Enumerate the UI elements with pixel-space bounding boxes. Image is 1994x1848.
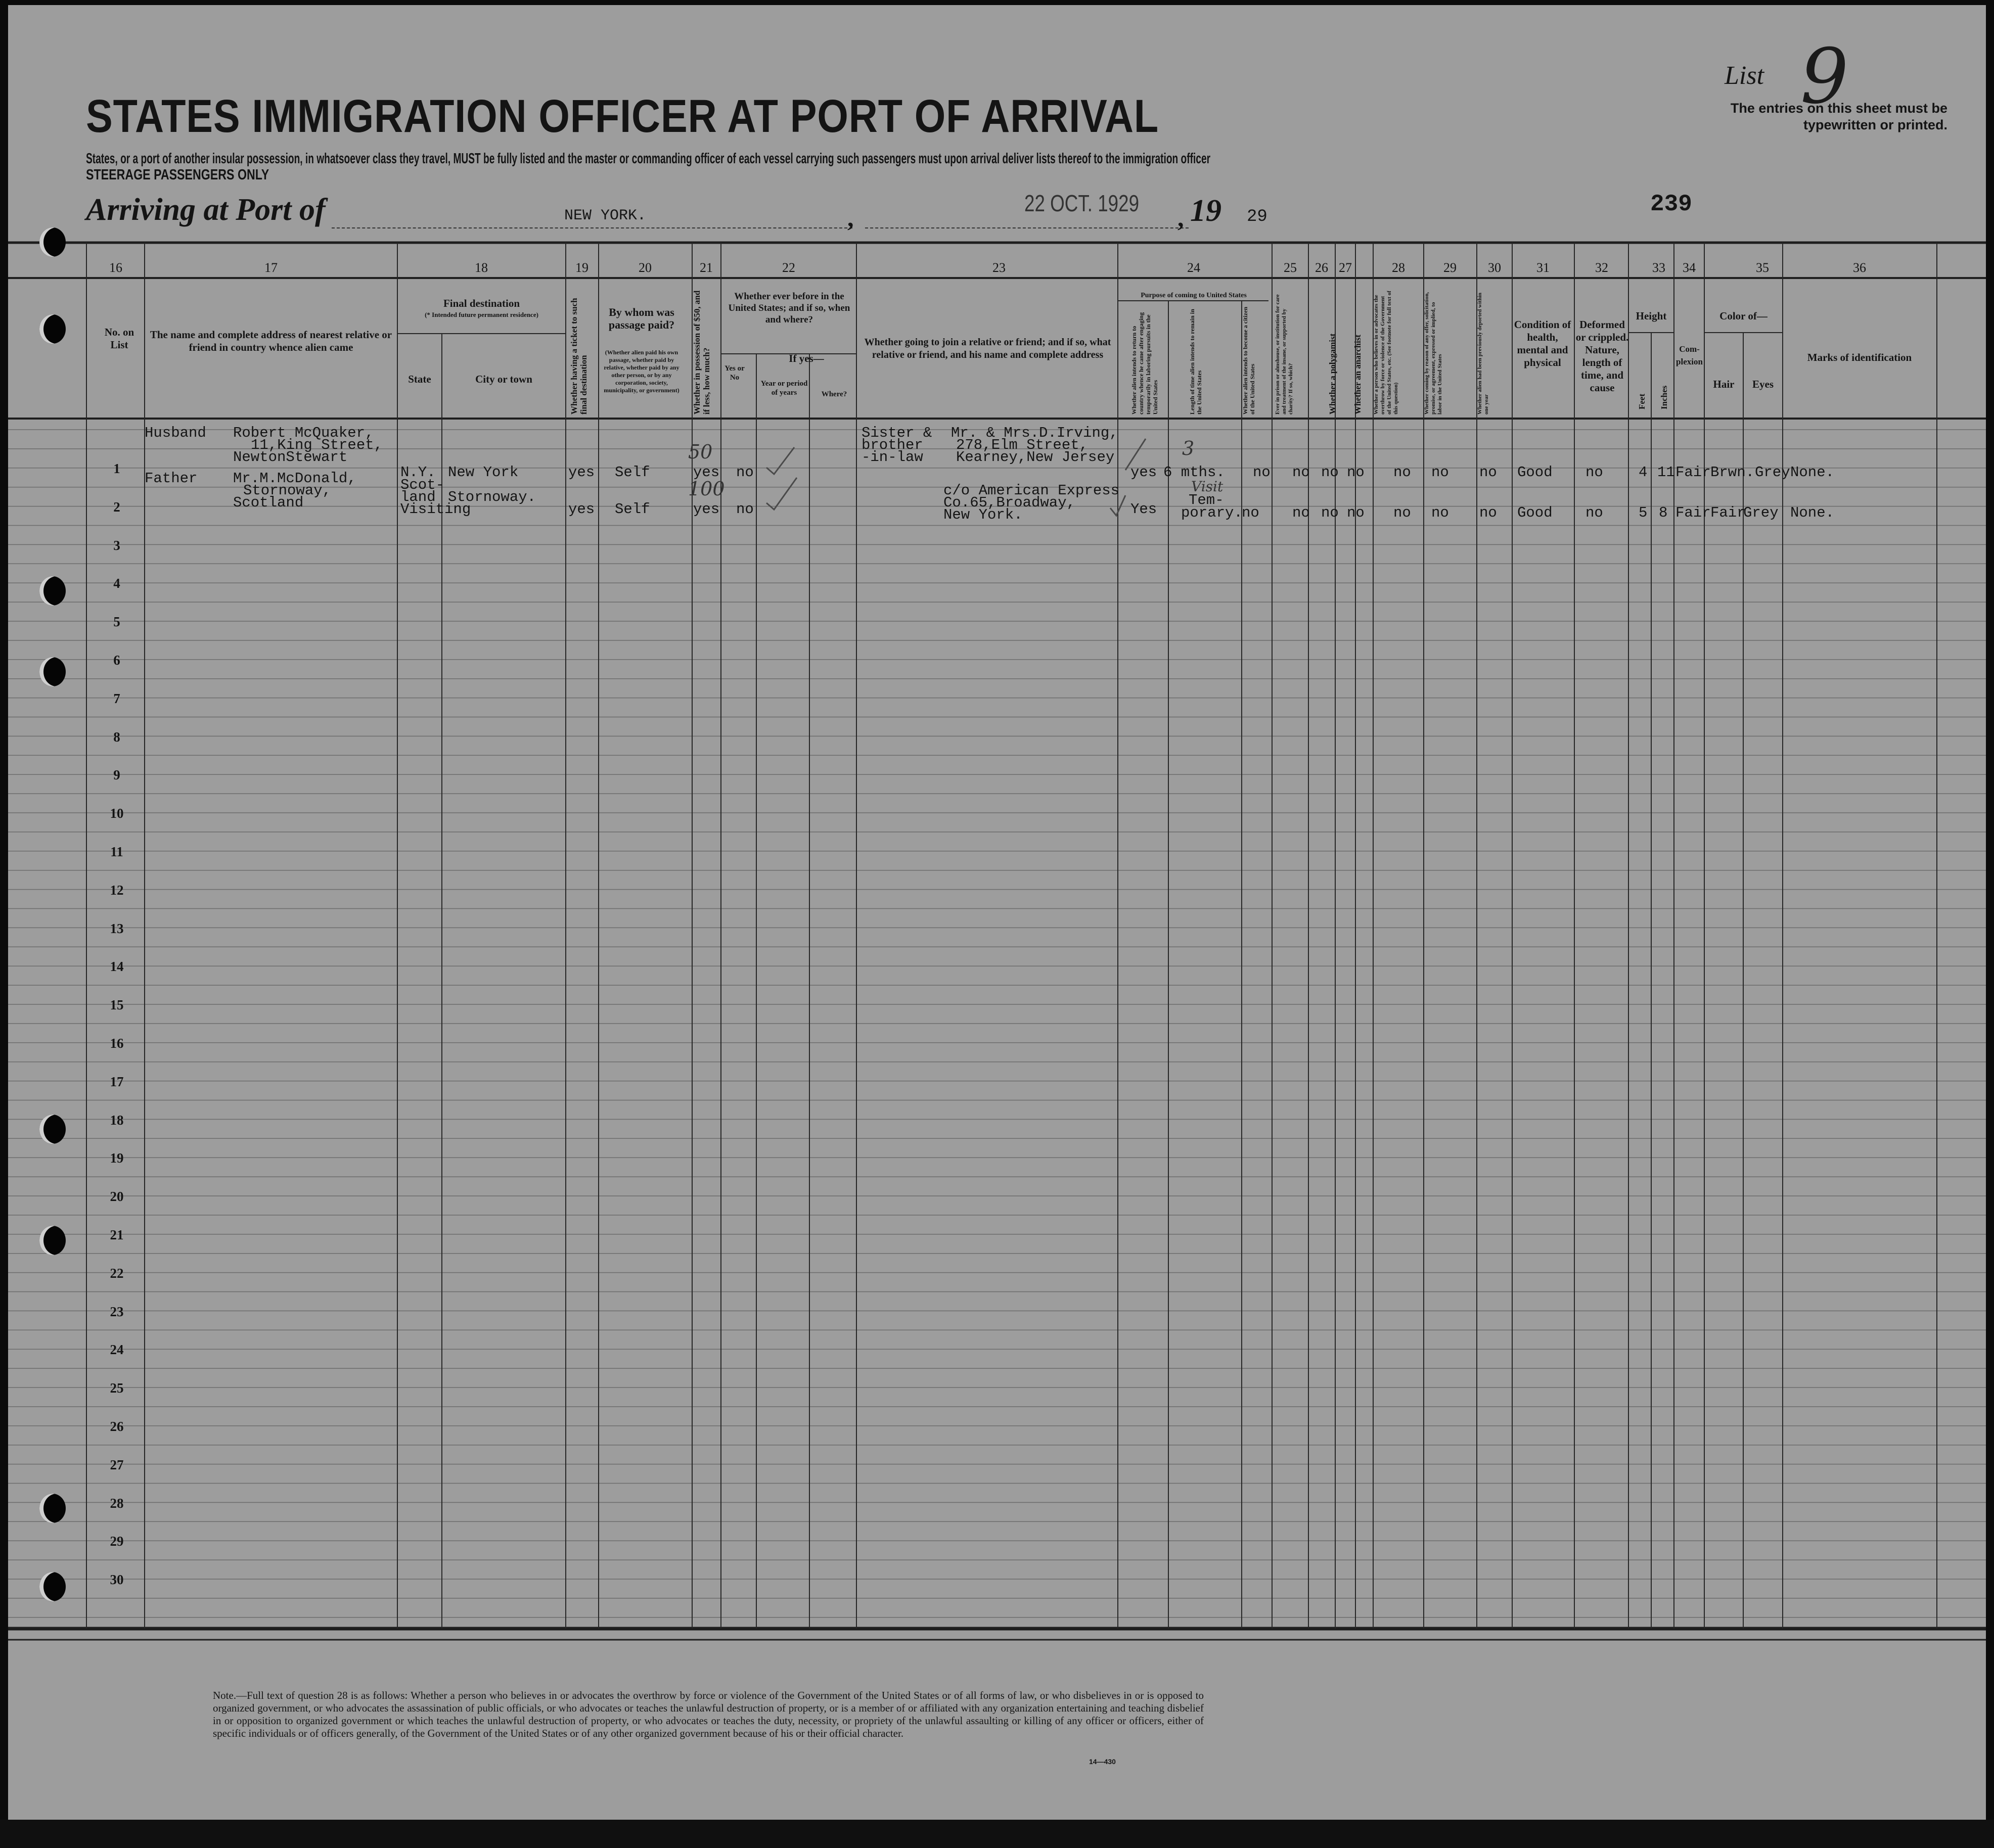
header-hair: Hair [1713,378,1735,390]
row1-q30: no [1479,464,1497,481]
row-number: 24 [110,1342,124,1358]
row1-deformed: no [1585,464,1603,481]
row-number: 14 [110,959,124,975]
row-number: 30 [110,1572,124,1588]
year-label: 19 [1190,194,1221,228]
check-mark-icon [1110,495,1125,516]
header-feet: Feet [1637,393,1647,409]
row2-money-note: 100 [688,478,725,500]
row1-citizen: no [1253,464,1271,481]
row2-q30: no [1479,504,1497,521]
row2-city: Stornoway. [448,489,536,505]
row2-ever-before: no [736,501,754,518]
header-q30: Whether alien had been previously deported within one year [1477,292,1489,414]
row1-marks: None. [1790,464,1835,481]
header-deformed: Deformed or crippled. Nature, length of time, and cause [1575,318,1629,394]
header-nearest-relative: The name and complete address of nearest relative or friend in country whence alien came [150,329,392,353]
row1-inches: 11 [1657,464,1675,481]
row-number: 13 [110,920,124,936]
row-number: 20 [110,1189,124,1205]
row1-return-home: yes [1130,464,1157,481]
row1-relation: Husband [145,425,206,441]
column-number: 28 [1392,260,1405,275]
row2-length-line2: porary. [1181,504,1243,521]
header-inches: Inches [1659,385,1669,409]
row2-q28: no [1393,504,1411,521]
row2-q29: no [1431,504,1449,521]
row-number: 12 [110,882,124,898]
column-number: 34 [1683,260,1696,275]
row-number: 28 [110,1495,124,1511]
row1-relative-line1: Robert McQuaker, [233,425,374,441]
column-number: 27 [1339,260,1352,275]
header-q29: Whether coming by reason of any offer, solicitation, promise, or agreement, expressed or implied, to labor in the United States [1424,292,1443,414]
row1-fifty: yes [693,464,720,481]
column-number: 18 [475,260,488,275]
header-final-destination: Final destination [443,297,520,309]
sheet-number: 239 [1650,191,1692,217]
check-mark-icon [1125,439,1146,470]
punch-hole-icon [39,1115,66,1144]
row-number: 19 [110,1150,124,1166]
row1-hair: Brwn. [1710,464,1755,481]
row1-city: New York [448,464,519,481]
row-number: 18 [110,1112,124,1128]
header-state: State [408,373,431,385]
punch-hole-icon [39,227,66,257]
scan-edge [0,1820,1994,1848]
header-if-yes: If yes— [789,352,824,364]
row2-return-home: Yes [1130,501,1157,518]
row-number: 9 [113,767,120,783]
row2-length: Tem- [1189,492,1224,509]
row-number: 4 [113,576,120,591]
column-number: 16 [109,260,122,275]
footnote: Note.—Full text of question 28 is as follows: Whether a person who believes in or advocates the overthrow by force or violence of the Government of the United States or of all forms of law, or who disbelieves in or is opposed to organized government, or who advocates the assassination of public officials, or who advocates or teaches the unlawful destruction of property, or is a member of or affiliated with any organization entertaining and teaching disbelief in or opposition to organized government or which teaches the unlawful destruction of property, or who advocates or teaches the duty, necessity, or propriety of the unlawful assaulting or killing of any officer or officers, either of specific individuals or of officers generally, of the Government of the United States or of any other organized government because of his or their official character. [213,1689,1204,1739]
list-label: List [1725,61,1764,90]
row2-citizen: no [1242,504,1259,521]
column-number: 23 [992,260,1006,275]
column-number: 35 [1756,260,1769,275]
row2-fifty: yes [693,501,720,518]
row1-prison: no [1292,464,1310,481]
comma-glyph: , [1177,204,1184,232]
column-number: 32 [1595,260,1608,275]
header-city: City or town [475,373,532,385]
punch-hole-icon [39,1494,66,1523]
row2-state-line2: land [400,489,436,505]
row2-length-note: Visit [1191,478,1223,495]
port-value: NEW YORK. [564,207,647,224]
column-number: 31 [1536,260,1550,275]
row-number: 29 [110,1534,124,1549]
port-label: Arriving at Port of [86,193,326,227]
instructions-line: States, or a port of another insular possession, in whatsoever class they travel, MUST be fully listed and the master or commanding officer of each vessel carrying such passengers must upon arrival deliver lists thereof to the immigration officer [86,151,1211,167]
row1-state: N.Y. [400,464,436,481]
column-number: 19 [575,260,588,275]
row1-join-address-line3: Kearney,New Jersey [956,449,1115,466]
column-number: 33 [1652,260,1665,275]
header-no-on-list: No. on List [104,326,134,351]
header-ever-before: Whether ever before in the United States; and if so, when and where? [728,291,850,325]
row1-q28: no [1393,464,1411,481]
year-suffix: 29 [1247,207,1267,226]
row1-money-note: 50 [688,441,713,463]
row2-marks: None. [1790,504,1835,521]
row2-feet: 5 [1639,504,1648,521]
header-yes-or-no: Yes or No [724,364,745,382]
row-number: 6 [113,653,120,668]
row1-relative-line2: 11,King Street, [251,437,383,453]
column-number: 26 [1315,260,1328,275]
row2-hair: Fair [1710,504,1746,521]
row-number: 26 [110,1419,124,1434]
header-q28: Whether a person who believes in or advocates the overthrow by force or violence of the Government of the United States, etc. (See footnote for full text of this question) [1373,291,1399,414]
header-height: Height [1636,310,1667,322]
punch-hole-icon [39,576,66,606]
row1-q29: no [1431,464,1449,481]
row2-relation: Father [145,470,198,487]
check-marks [8,5,1986,1825]
list-number: 9 [1800,33,1849,121]
header-join-relative: Whether going to join a relative or friend; and if so, what relative or friend, and his name and complete address [864,337,1111,360]
header-complexion: Com- plexion [1676,344,1703,366]
row2-inches: 8 [1659,504,1668,521]
comma-glyph: , [847,204,854,232]
row1-feet: 4 [1639,464,1648,481]
row2-relative-line3: Scotland [233,494,304,511]
header-prison: Ever in prison or almshouse, or institution for care and treatment of the insane, or supported by charity? If so, which? [1275,294,1294,414]
row1-join-line3: -in-law [862,449,923,466]
row1-paid-by: Self [615,464,650,481]
column-number: 21 [700,260,713,275]
row1-polygamist: no [1321,464,1339,481]
form-title: STATES IMMIGRATION OFFICER AT PORT OF ARRIVAL [86,90,1159,142]
header-fifty-dollars: Whether in possession of $50, and if less, how much? [692,290,711,414]
row1-join-address-line1: Mr. & Mrs.D.Irving, [951,425,1118,441]
header-eyes: Eyes [1752,378,1774,390]
row1-ticket: yes [568,464,595,481]
row-number: 17 [110,1074,124,1089]
header-color-of: Color of— [1719,310,1768,322]
header-purpose-citizen: Whether alien intends to become a citizen of the United States [1242,306,1256,414]
punch-hole-icon [39,1572,66,1601]
row2-prison: no [1292,504,1310,521]
header-ticket: Whether having a ticket to such final destination [569,298,588,414]
row1-relative-line3: NewtonStewart [233,449,348,466]
column-number: 30 [1488,260,1501,275]
row1-health: Good [1517,464,1553,481]
header-passage-paid-sub: (Whether alien paid his own passage, whether paid by relative, whether paid by any other person, or by any corporation, society, municipality, or government) [604,349,679,394]
row2-join-address-line1: c/o American Express [943,482,1120,499]
row2-relative-line1: Mr.M.McDonald, [233,470,356,487]
column-number: 22 [782,260,795,275]
row-number: 8 [113,729,120,745]
header-condition: Condition of health, mental and physical [1514,318,1571,368]
check-mark-icon [766,447,794,474]
row2-deformed: no [1585,504,1603,521]
row-number: 16 [110,1036,124,1051]
row-number: 1 [113,461,120,476]
check-mark-icon [766,478,797,510]
row-number: 21 [110,1227,124,1242]
column-number: 17 [264,260,278,275]
form-code: 14—430 [1089,1758,1116,1766]
header-purpose-return: Whether alien intends to return to country whence he came after engaging temporarily in laboring pursuits in the United States [1130,312,1159,414]
row2-join-address-line3: New York. [943,506,1023,523]
steerage-label: STEERAGE PASSENGERS ONLY [86,167,269,183]
row-number: 22 [110,1265,124,1281]
row1-anarchist: no [1347,464,1365,481]
row-number: 27 [110,1457,124,1472]
row1-length: 6 mths. [1163,464,1225,481]
row2-anarchist: no [1347,504,1365,521]
row-number: 5 [113,614,120,630]
row-number: 7 [113,690,120,706]
row-number: 10 [110,806,124,821]
row2-state-line1: Scot- [400,477,445,493]
date-stamp: 22 OCT. 1929 [1024,190,1140,216]
header-year-period: Year or period of years [760,380,808,397]
row1-eyes: Grey [1755,464,1790,481]
row2-paid-by: Self [615,501,650,518]
manifest-sheet [8,5,1986,1825]
header-final-destination-sub: (* Intended future permanent residence) [425,311,538,318]
row2-state-line3: Visiting [400,501,471,518]
row1-join-address-line2: 278,Elm Street, [956,437,1089,453]
row-number: 2 [113,499,120,515]
row1-length-note: 3 [1182,437,1195,459]
row2-eyes: Grey [1743,504,1779,521]
header-passage-paid: By whom was passage paid? [608,306,675,331]
header-polygamist: Whether a polygamist [1328,333,1337,414]
row2-relative-line2: Stornoway, [243,482,332,499]
header-purpose-length: Length of time alien intends to remain in the United States [1189,309,1203,414]
row2-join-address-line2: Co.65,Broadway, [943,494,1076,511]
punch-hole-icon [39,657,66,686]
row1-join-line2: brother [862,437,923,453]
punch-hole-icon [39,314,66,344]
header-marks: Marks of identification [1807,351,1912,363]
row2-ticket: yes [568,501,595,518]
row1-join-line1: Sister & [862,425,932,441]
row-number: 11 [110,844,123,859]
header-purpose: Purpose of coming to United States [1141,292,1247,299]
row-number: 23 [110,1304,124,1319]
row2-health: Good [1517,504,1553,521]
row2-polygamist: no [1321,504,1339,521]
row1-ever-before: no [736,464,754,481]
column-number: 20 [639,260,652,275]
header-anarchist: Whether an anarchist [1353,334,1363,414]
row-number: 25 [110,1380,124,1396]
column-number: 24 [1187,260,1200,275]
column-number: 25 [1284,260,1297,275]
header-where: Where? [821,390,847,398]
row1-complexion: Fair [1675,464,1711,481]
punch-hole-icon [39,1226,66,1255]
row2-complexion: Fair [1675,504,1711,521]
column-number: 36 [1853,260,1866,275]
row-number: 15 [110,997,124,1013]
row-number: 3 [113,537,120,553]
entry-note: The entries on this sheet must be typewritten or printed. [1730,101,1947,132]
column-number: 29 [1443,260,1457,275]
